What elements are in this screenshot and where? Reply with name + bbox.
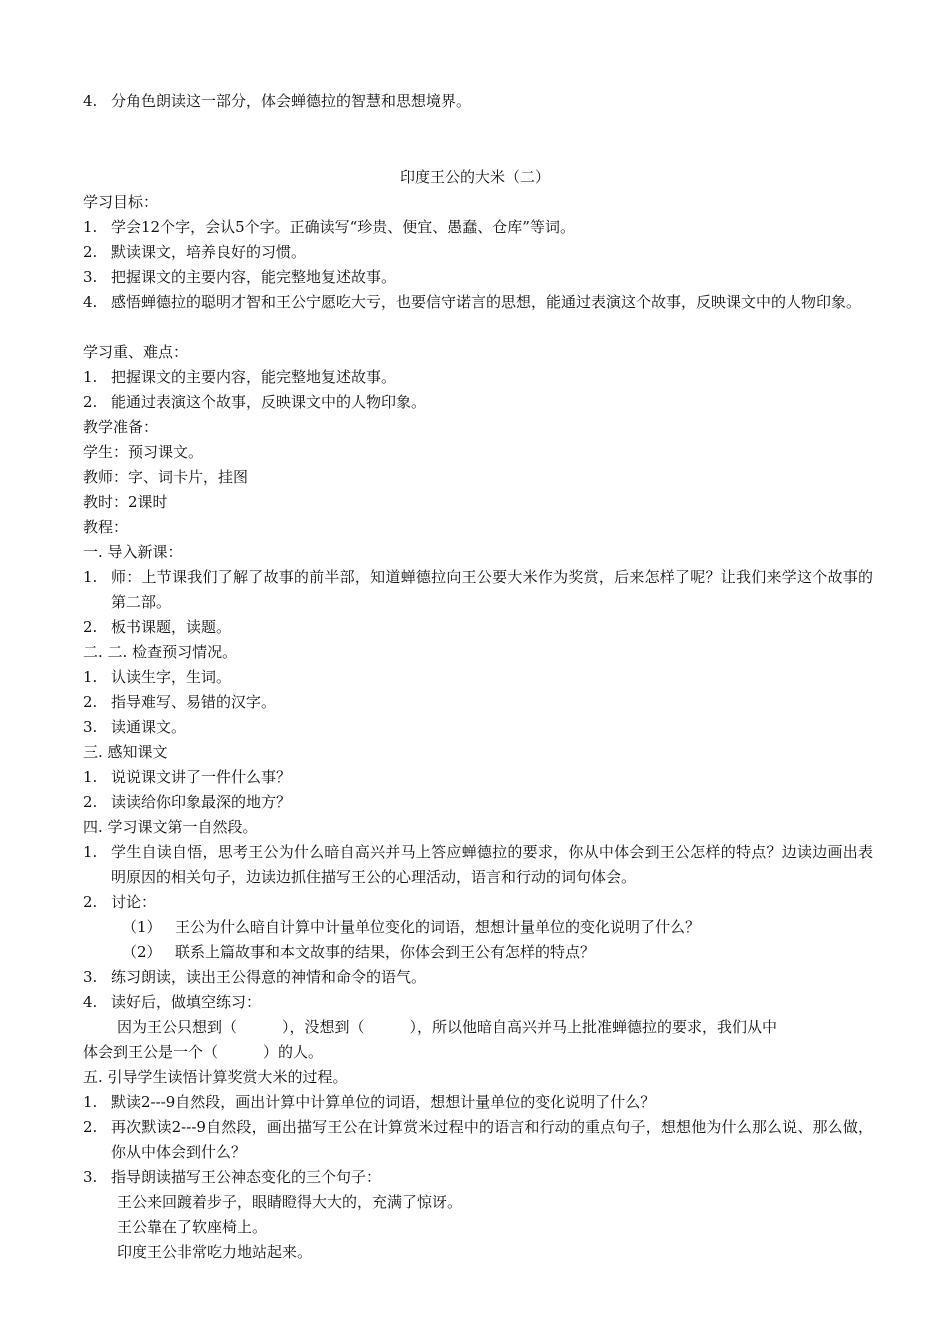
sub-number: （1） [122, 918, 162, 936]
list-text: 练习朗读，读出王公得意的神情和命令的语气。 [111, 968, 427, 986]
list-text: 认读生字，生词。 [111, 668, 232, 686]
list-number: 1. [83, 1093, 98, 1111]
list-text: 把握课文的主要内容，能完整地复述故事。 [111, 268, 397, 286]
list-number: 1. [83, 568, 98, 586]
lesson-title: 印度王公的大米（二） [399, 168, 550, 186]
section-heading: 学习目标： [83, 193, 159, 211]
list-text: 讨论： [111, 893, 157, 911]
list-number: 2. [83, 243, 98, 261]
list-text: 板书课题，读题。 [111, 618, 232, 636]
list-text: 指导朗读描写王公神态变化的三个句子： [111, 1168, 382, 1186]
list-text: 师：上节课我们了解了故事的前半部，知道蝉德拉向王公要大米作为奖赏，后来怎样了呢？让我们来学这个故事的第二部。 [111, 568, 873, 611]
section-heading: 教学准备： [83, 418, 159, 436]
list-number: 3. [83, 268, 98, 286]
list-text: 指导难写、易错的汉字。 [111, 693, 277, 711]
quote-line: 王公靠在了软座椅上。 [117, 1218, 268, 1236]
prep-student: 学生：预习课文。 [83, 443, 204, 461]
list-text: 学生自读自悟，思考王公为什么暗自高兴并马上答应蝉德拉的要求，你从中体会到王公怎样的特点？边读边画出表明原因的相关句子，边读边抓住描写王公的心理活动，语言和行动的词句体会。 [111, 843, 873, 886]
list-number: 4. [83, 92, 98, 110]
list-number: 1. [83, 843, 98, 861]
sub-text: 联系上篇故事和本文故事的结果，你体会到王公有怎样的特点？ [175, 943, 596, 961]
list-number: 1. [83, 768, 98, 786]
list-number: 3. [83, 718, 98, 736]
list-number: 2. [83, 793, 98, 811]
sub-number: （2） [122, 943, 162, 961]
list-text: 默读2---9自然段，画出计算中计算单位的词语，想想计量单位的变化说明了什么？ [111, 1093, 656, 1111]
list-text: 说说课文讲了一件什么事？ [111, 768, 292, 786]
list-text: 分角色朗读这一部分，体会蝉德拉的智慧和思想境界。 [111, 92, 472, 110]
list-number: 4. [83, 993, 98, 1011]
list-number: 1. [83, 368, 98, 386]
section-heading: 三. 感知课文 [83, 743, 168, 761]
list-text: 读好后，做填空练习： [111, 993, 262, 1011]
section-heading: 五. 引导学生读悟计算奖赏大米的过程。 [83, 1068, 348, 1086]
section-heading: 教程： [83, 518, 129, 536]
list-text: 读读给你印象最深的地方？ [111, 793, 292, 811]
list-text: 感悟蝉德拉的聪明才智和王公宁愿吃大亏，也要信守诺言的思想，能通过表演这个故事，反映课文中的人物印象。 [111, 293, 862, 311]
list-number: 1. [83, 668, 98, 686]
section-heading: 学习重、难点： [83, 343, 189, 361]
prep-time: 教时：2课时 [83, 493, 168, 511]
list-number: 3. [83, 968, 98, 986]
list-number: 3. [83, 1168, 98, 1186]
list-text: 默读课文，培养良好的习惯。 [111, 243, 307, 261]
list-text: 再次默读2---9自然段，画出描写王公在计算赏米过程中的语言和行动的重点句子，想想他为什么那么说、那么做，你从中体会到什么？ [111, 1118, 873, 1161]
list-number: 2. [83, 893, 98, 911]
quote-line: 王公来回踱着步子，眼睛瞪得大大的，充满了惊讶。 [117, 1193, 463, 1211]
section-heading: 二. 二. 检查预习情况。 [83, 643, 238, 661]
section-heading: 一. 导入新课： [83, 543, 183, 561]
list-text: 读通课文。 [111, 718, 187, 736]
prep-teacher: 教师：字、词卡片，挂图 [83, 468, 249, 486]
quote-line: 印度王公非常吃力地站起来。 [117, 1243, 313, 1261]
list-number: 2. [83, 1118, 98, 1136]
list-number: 1. [83, 218, 98, 236]
list-text: 学会12个字，会认5个字。正确读写“珍贵、便宜、愚蠢、仓库”等词。 [111, 218, 575, 236]
list-text: 能通过表演这个故事，反映课文中的人物印象。 [111, 393, 427, 411]
fill-in-blank-line: 体会到王公是一个（ ）的人。 [83, 1043, 324, 1061]
fill-in-blank-line: 因为王公只想到（ ），没想到（ ），所以他暗自高兴并马上批准蝉德拉的要求，我们从中 [117, 1018, 778, 1036]
list-number: 2. [83, 618, 98, 636]
list-number: 4. [83, 293, 98, 311]
list-number: 2. [83, 693, 98, 711]
list-number: 2. [83, 393, 98, 411]
sub-text: 王公为什么暗自计算中计量单位变化的词语，想想计量单位的变化说明了什么？ [175, 918, 701, 936]
list-text: 把握课文的主要内容，能完整地复述故事。 [111, 368, 397, 386]
section-heading: 四. 学习课文第一自然段。 [83, 818, 258, 836]
